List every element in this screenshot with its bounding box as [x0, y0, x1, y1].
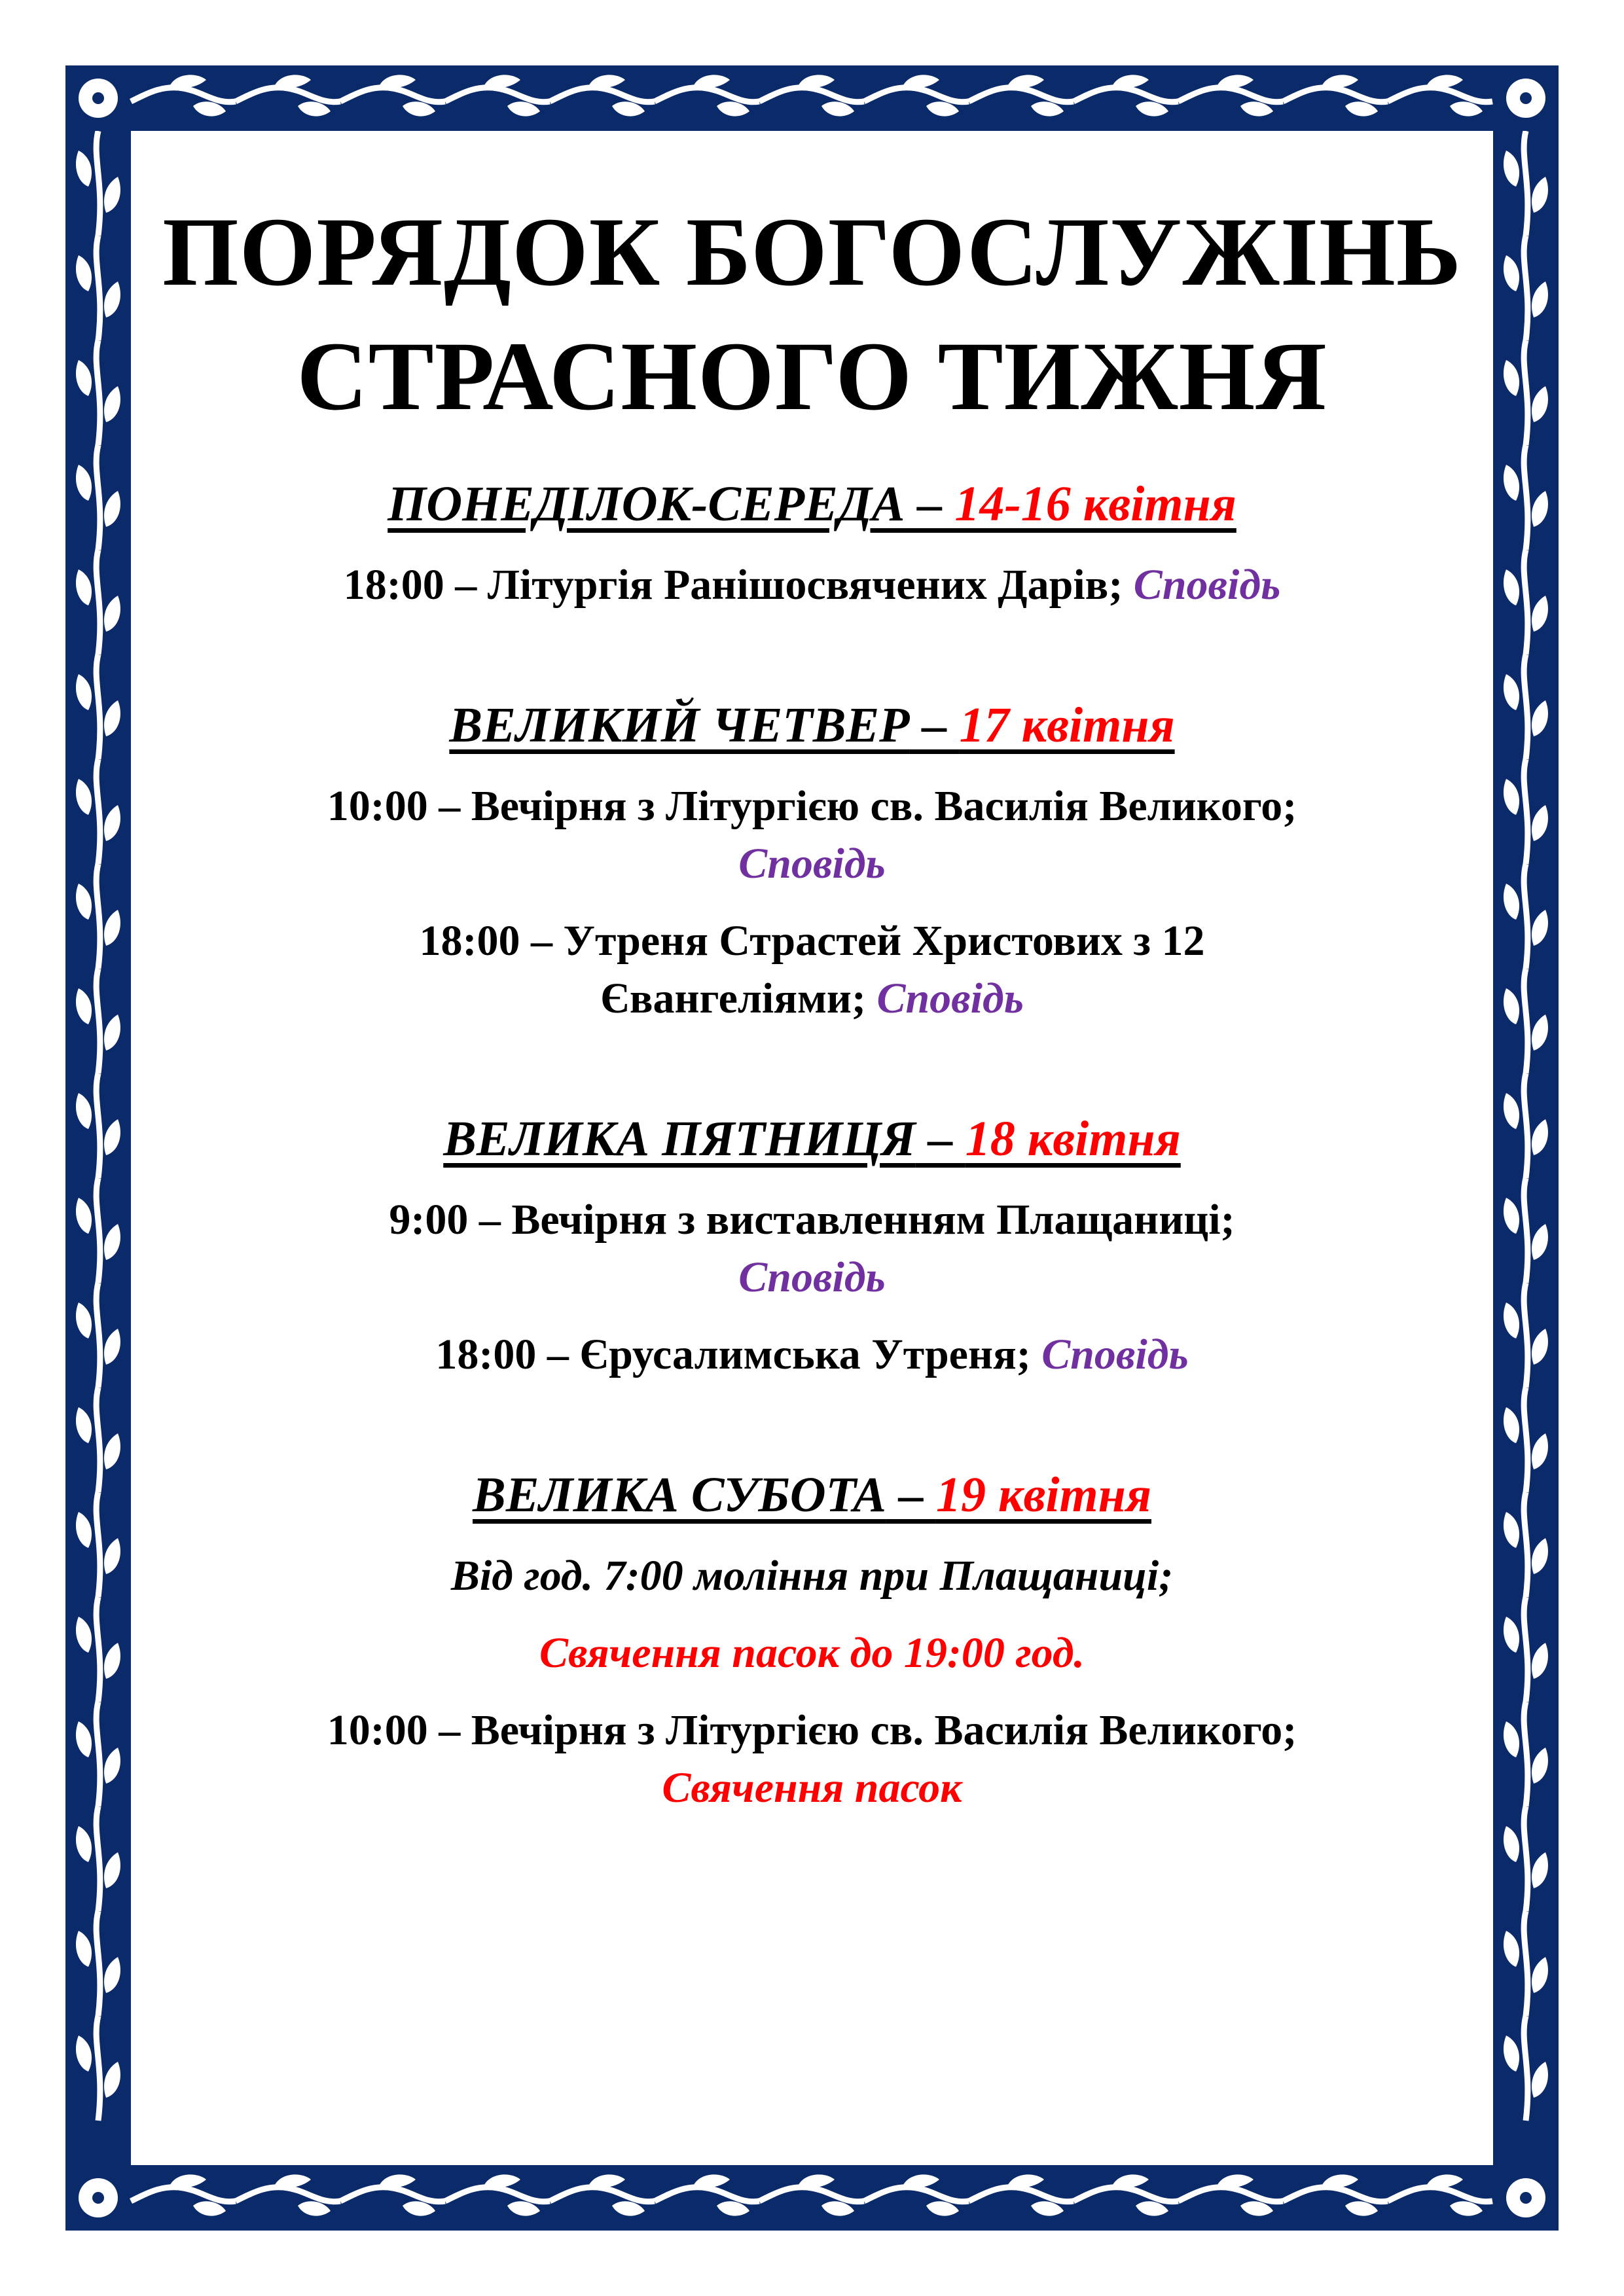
service-entry: Від год. 7:00 моління при Плащаниці; [450, 1552, 1174, 1600]
heading-dash: – [909, 698, 960, 753]
blessing-note: Свячення пасок [662, 1764, 962, 1812]
confession-note: Сповідь [1133, 561, 1281, 609]
heading-dash: – [886, 1467, 936, 1522]
confession-note: Сповідь [738, 1253, 886, 1301]
floral-vine-icon [65, 2165, 1559, 2231]
service-text: 9:00 – Вечірня з виставленням Плащаниці; [389, 1196, 1235, 1244]
day-heading [131, 471, 1493, 537]
section-great-saturday [131, 1462, 1493, 1817]
confession-note: Сповідь [876, 975, 1024, 1022]
heading-dash: – [905, 476, 955, 531]
service-entry [131, 912, 1493, 1028]
day-date: 19 квітня [935, 1467, 1151, 1522]
section-mon-wed [131, 471, 1493, 614]
confession-note: Сповідь [738, 840, 886, 888]
service-text: 18:00 – Єрусалимська Утреня; [435, 1331, 1042, 1378]
blessing-note: Свячення пасок до 19:00 год. [539, 1629, 1085, 1677]
service-entry [131, 1326, 1493, 1384]
section-great-friday [131, 1106, 1493, 1384]
day-name: ВЕЛИКА ПЯТНИЦЯ [443, 1111, 916, 1166]
service-text: Євангеліями; [600, 975, 877, 1022]
service-text: 10:00 – Вечірня з Літургією св. Василія Великого; [327, 782, 1297, 830]
day-name: ПОНЕДІЛОК-СЕРЕДА [388, 476, 905, 531]
floral-vine-icon [1493, 65, 1559, 2231]
section-great-thursday [131, 692, 1493, 1028]
day-name: ВЕЛИКА СУБОТА [473, 1467, 886, 1522]
service-entry [131, 1191, 1493, 1306]
day-date: 17 квітня [959, 698, 1175, 753]
service-entry [131, 1702, 1493, 1817]
service-text: 18:00 – Утреня Страстей Христових з 12 [419, 917, 1205, 965]
service-entry [131, 556, 1493, 614]
floral-vine-icon [65, 65, 1559, 131]
service-entry [131, 778, 1493, 893]
confession-note: Сповідь [1041, 1331, 1189, 1378]
floral-vine-icon [65, 65, 131, 2231]
service-text: 10:00 – Вечірня з Літургією св. Василія Великого; [327, 1706, 1297, 1754]
day-heading [131, 1462, 1493, 1528]
day-date: 14-16 квітня [954, 476, 1236, 531]
day-heading [131, 692, 1493, 758]
page-title [131, 190, 1493, 439]
schedule-content [131, 131, 1493, 1817]
title-line-1: ПОРЯДОК БОГОСЛУЖІНЬ [162, 198, 1462, 306]
heading-dash: – [915, 1111, 965, 1166]
day-name: ВЕЛИКИЙ ЧЕТВЕР [449, 698, 910, 753]
day-heading [131, 1106, 1493, 1172]
service-text: 18:00 – Літургія Ранішосвячених Дарів; [343, 561, 1134, 609]
title-line-2: СТРАСНОГО ТИЖНЯ [297, 322, 1327, 431]
day-date: 18 квітня [965, 1111, 1181, 1166]
